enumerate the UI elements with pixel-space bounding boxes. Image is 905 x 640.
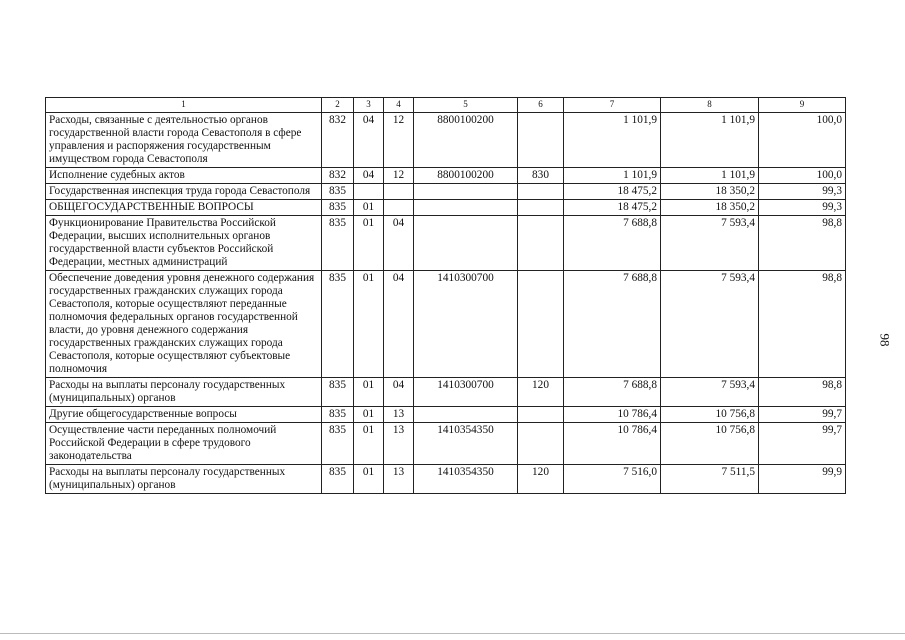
cell-percent: 100,0 (759, 113, 846, 168)
cell-planned: 10 786,4 (564, 423, 661, 465)
cell-subsection: 04 (384, 216, 414, 271)
page-number: 98 (877, 333, 893, 347)
cell-admin-code: 835 (322, 423, 354, 465)
cell-percent: 99,3 (759, 184, 846, 200)
cell-subsection (384, 184, 414, 200)
header-col-7: 7 (564, 98, 661, 113)
cell-name: Расходы, связанные с деятельностью органов государственной власти города Севастополя в сфере управления и распоряжения государственным имуществом города Севастополя (46, 113, 322, 168)
cell-section: 01 (354, 407, 384, 423)
table-row (46, 271, 846, 378)
cell-target-article: 1410300700 (414, 378, 518, 407)
cell-subsection: 13 (384, 465, 414, 494)
cell-name: Функционирование Правительства Российской Федерации, высших исполнительных органов государственной власти субъектов Российской Федерации, местных администраций (46, 216, 322, 271)
cell-section: 01 (354, 378, 384, 407)
cell-section: 01 (354, 423, 384, 465)
cell-section: 01 (354, 216, 384, 271)
cell-section: 01 (354, 271, 384, 378)
cell-planned: 7 516,0 (564, 465, 661, 494)
cell-section: 04 (354, 168, 384, 184)
cell-percent: 99,3 (759, 200, 846, 216)
table-header (46, 98, 846, 113)
cell-expense-type: 120 (518, 378, 564, 407)
cell-expense-type (518, 407, 564, 423)
cell-admin-code: 835 (322, 184, 354, 200)
table-row (46, 423, 846, 465)
cell-name: Обеспечение доведения уровня денежного содержания государственных гражданских служащих города Севастополя, которые осуществляют переданные полномочия федеральных органов государственной власти, до уровня денежного содержания государственных гражданских служащих города Севастополя, которые осуществляют субъектовые полномочия (46, 271, 322, 378)
cell-admin-code: 832 (322, 113, 354, 168)
cell-name: Государственная инспекция труда города Севастополя (46, 184, 322, 200)
cell-planned: 10 786,4 (564, 407, 661, 423)
cell-executed: 7 511,5 (661, 465, 759, 494)
cell-target-article (414, 407, 518, 423)
header-col-4: 4 (384, 98, 414, 113)
table-row (46, 407, 846, 423)
cell-executed: 10 756,8 (661, 423, 759, 465)
cell-percent: 98,8 (759, 378, 846, 407)
cell-section (354, 184, 384, 200)
table-row (46, 378, 846, 407)
cell-name: Другие общегосударственные вопросы (46, 407, 322, 423)
table-row (46, 113, 846, 168)
cell-admin-code: 835 (322, 407, 354, 423)
cell-subsection: 13 (384, 407, 414, 423)
cell-executed: 1 101,9 (661, 168, 759, 184)
cell-expense-type (518, 184, 564, 200)
cell-expense-type (518, 216, 564, 271)
cell-name: Расходы на выплаты персоналу государственных (муниципальных) органов (46, 465, 322, 494)
cell-percent: 98,8 (759, 271, 846, 378)
cell-admin-code: 835 (322, 216, 354, 271)
cell-percent: 99,7 (759, 407, 846, 423)
cell-executed: 1 101,9 (661, 113, 759, 168)
header-col-8: 8 (661, 98, 759, 113)
cell-percent: 98,8 (759, 216, 846, 271)
cell-executed: 10 756,8 (661, 407, 759, 423)
cell-planned: 18 475,2 (564, 200, 661, 216)
header-col-5: 5 (414, 98, 518, 113)
cell-planned: 7 688,8 (564, 271, 661, 378)
table-body (46, 113, 846, 494)
cell-target-article (414, 200, 518, 216)
cell-planned: 1 101,9 (564, 168, 661, 184)
table-row (46, 465, 846, 494)
cell-subsection: 12 (384, 168, 414, 184)
cell-executed: 18 350,2 (661, 184, 759, 200)
cell-admin-code: 835 (322, 465, 354, 494)
header-col-9: 9 (759, 98, 846, 113)
table-row (46, 200, 846, 216)
budget-table (45, 97, 846, 494)
cell-planned: 7 688,8 (564, 378, 661, 407)
cell-planned: 7 688,8 (564, 216, 661, 271)
cell-subsection: 13 (384, 423, 414, 465)
cell-target-article: 8800100200 (414, 113, 518, 168)
header-row (46, 98, 846, 113)
cell-name: ОБЩЕГОСУДАРСТВЕННЫЕ ВОПРОСЫ (46, 200, 322, 216)
cell-target-article: 1410354350 (414, 423, 518, 465)
cell-target-article (414, 216, 518, 271)
cell-subsection: 04 (384, 378, 414, 407)
cell-expense-type (518, 271, 564, 378)
cell-percent: 100,0 (759, 168, 846, 184)
cell-percent: 99,9 (759, 465, 846, 494)
cell-subsection (384, 200, 414, 216)
cell-executed: 7 593,4 (661, 216, 759, 271)
header-col-3: 3 (354, 98, 384, 113)
table-row (46, 216, 846, 271)
cell-admin-code: 832 (322, 168, 354, 184)
header-col-2: 2 (322, 98, 354, 113)
cell-planned: 1 101,9 (564, 113, 661, 168)
cell-target-article: 1410300700 (414, 271, 518, 378)
cell-section: 01 (354, 200, 384, 216)
cell-admin-code: 835 (322, 378, 354, 407)
cell-target-article (414, 184, 518, 200)
cell-executed: 7 593,4 (661, 378, 759, 407)
cell-subsection: 04 (384, 271, 414, 378)
cell-target-article: 1410354350 (414, 465, 518, 494)
header-col-6: 6 (518, 98, 564, 113)
cell-executed: 18 350,2 (661, 200, 759, 216)
cell-expense-type: 830 (518, 168, 564, 184)
cell-name: Осуществление части переданных полномочий Российской Федерации в сфере трудового законодательства (46, 423, 322, 465)
cell-expense-type (518, 423, 564, 465)
cell-percent: 99,7 (759, 423, 846, 465)
cell-expense-type: 120 (518, 465, 564, 494)
header-col-1: 1 (46, 98, 322, 113)
cell-section: 01 (354, 465, 384, 494)
cell-name: Расходы на выплаты персоналу государственных (муниципальных) органов (46, 378, 322, 407)
cell-subsection: 12 (384, 113, 414, 168)
cell-target-article: 8800100200 (414, 168, 518, 184)
cell-expense-type (518, 113, 564, 168)
cell-planned: 18 475,2 (564, 184, 661, 200)
cell-executed: 7 593,4 (661, 271, 759, 378)
cell-section: 04 (354, 113, 384, 168)
cell-admin-code: 835 (322, 271, 354, 378)
cell-expense-type (518, 200, 564, 216)
cell-name: Исполнение судебных актов (46, 168, 322, 184)
cell-admin-code: 835 (322, 200, 354, 216)
table-row (46, 168, 846, 184)
table-row (46, 184, 846, 200)
scan-edge-line (0, 633, 905, 634)
